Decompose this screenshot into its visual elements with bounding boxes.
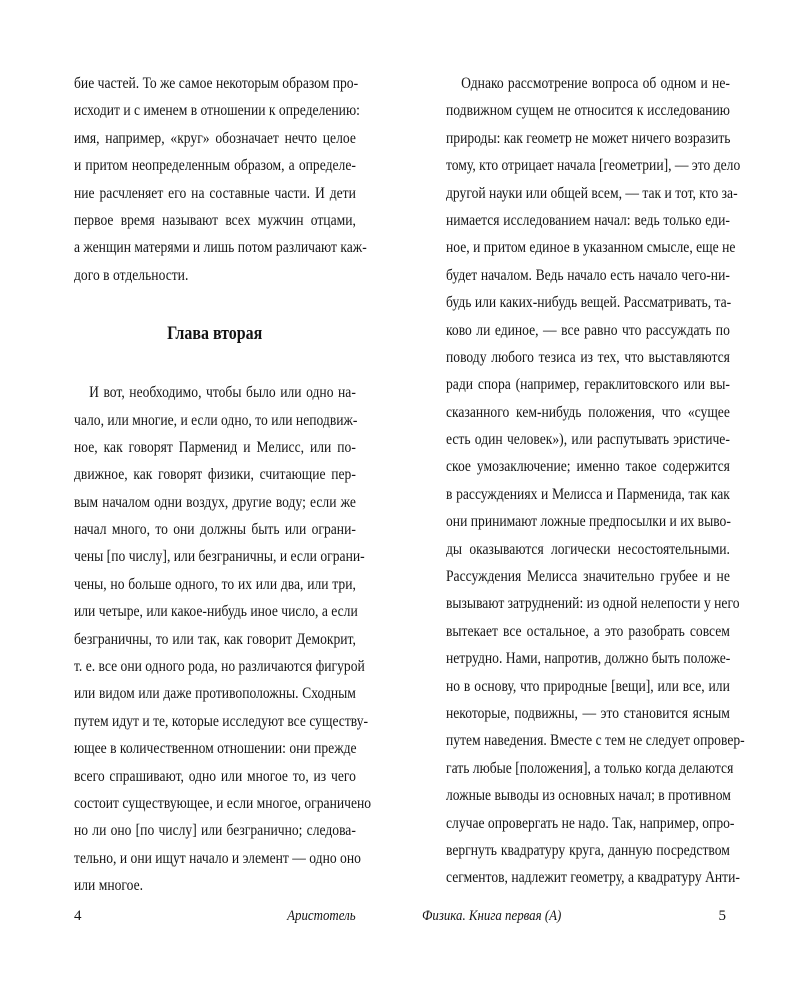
text-line: начал много, то они должны быть или ограни-: [74, 520, 356, 539]
text-line: ское умозаключение; именно такое содержится: [446, 457, 730, 476]
text-line: ное, как говорят Парменид и Мелисс, или по-: [74, 437, 356, 456]
left-paragraph-2: [74, 379, 372, 899]
text-line: и притом неопределенным образом, а определе-: [74, 156, 356, 175]
text-line: чены, но больше одного, то их или два, или три,: [74, 574, 356, 593]
text-line: есть один человек»), или распутывать эристиче-: [446, 430, 730, 449]
text-line: вытекает все остальное, а это разобрать совсем: [446, 621, 730, 640]
text-line: гать любые [положения], а только когда делаются: [446, 758, 734, 777]
left-running-head: Аристотель: [287, 908, 356, 924]
text-line: природы: как геометр не может ничего возразить: [446, 128, 731, 147]
text-line: сегментов, надлежит геометру, а квадратуру Анти-: [446, 868, 740, 887]
text-line: подвижном сущем не относится к исследованию: [446, 101, 730, 120]
text-line: но в основу, что природные [вещи], или все, или: [446, 676, 730, 695]
text-line: ложные выводы из основных начал; в противном: [446, 786, 731, 805]
text-line: поводу любого тезиса из тех, что выставляются: [446, 347, 730, 366]
text-line: ющее в количественном отношении: они прежде: [74, 739, 357, 758]
text-line: безграничны, то или так, как говорит Демокрит,: [74, 629, 356, 648]
text-line: будь или каких-нибудь вещей. Рассматривать, та-: [446, 293, 732, 312]
text-line: некоторые, подвижны, — это становится ясным: [446, 703, 730, 722]
text-line: или видом или даже противоположны. Сходным: [74, 684, 356, 703]
text-line: нимается исследованием начал: ведь только еди-: [446, 210, 730, 229]
text-line: или четыре, или какое-нибудь иное число, а если: [74, 602, 358, 621]
right-text-column: [446, 70, 745, 892]
text-line: движное, как говорят физики, считающие пер-: [74, 465, 356, 484]
text-line: ное, и притом единое в указанном смысле, еще не: [446, 238, 736, 257]
text-line: исходит и с именем в отношении к определению:: [74, 101, 360, 120]
text-line: будет началом. Ведь начало есть начало чего-ни-: [446, 265, 730, 284]
text-line: но ли оно [по числу] или безгранично; следова-: [74, 821, 356, 840]
text-line: всего спрашивают, одно или многое то, из чего: [74, 766, 356, 785]
chapter-title: Глава вторая: [167, 323, 263, 345]
left-text-column: [74, 70, 372, 900]
text-line: чало, или многие, и если одно, то или неподвиж-: [74, 410, 358, 429]
text-line: тельно, и они ищут начало и элемент — одно оно: [74, 848, 361, 867]
text-line: тому, кто отрицает начала [геометрии], — это дело: [446, 156, 741, 175]
text-line: вым началом одни воздух, другие воду; если же: [74, 492, 356, 511]
text-line: другой науки или общей всем, — так и тот, кто за-: [446, 183, 738, 202]
text-line: имя, например, «круг» обозначает нечто целое: [74, 128, 356, 147]
text-line: сказанного кем-нибудь положения, что «сущее: [446, 402, 730, 421]
text-line: Рассуждения Мелисса значительно грубее и не: [446, 567, 730, 586]
text-line: ние расчленяет его на составные части. И дети: [74, 183, 356, 202]
text-line: вызывают затруднений: из одной нелепости у него: [446, 594, 740, 613]
text-line: в рассуждениях и Мелисса и Парменида, так как: [446, 484, 730, 503]
text-line: вергнуть квадратуру круга, данную посредством: [446, 840, 730, 859]
text-line: путем идут и те, которые исследуют все существу-: [74, 711, 369, 730]
text-line: или многое.: [74, 876, 144, 895]
text-line: а женщин матерями и лишь потом различают каж-: [74, 238, 367, 257]
text-line: дого в отдельности.: [74, 265, 189, 284]
text-line: состоит существующее, и если многое, ограничено: [74, 793, 372, 812]
text-line: И вот, необходимо, чтобы было или одно на-: [89, 383, 356, 402]
right-paragraph-1: [446, 70, 745, 892]
left-paragraph-continued: [74, 70, 367, 289]
right-page: [400, 0, 800, 1000]
text-line: ды оказываются логически несостоятельными.: [446, 539, 730, 558]
text-line: первое время называют всех мужчин отцами,: [74, 210, 356, 229]
text-line: ради спора (например, гераклитовского или вы-: [446, 375, 730, 394]
chapter-heading: [74, 289, 356, 379]
text-line: т. е. все они одного рода, но различаются фигурой: [74, 657, 365, 676]
right-running-head: Физика. Книга первая (А): [422, 908, 562, 924]
text-line: чены [по числу], или безграничны, и если ограни-: [74, 547, 365, 566]
left-page-number: 4: [74, 908, 82, 924]
text-line: путем наведения. Вместе с тем не следует опровер-: [446, 731, 745, 750]
text-line: нетрудно. Нами, напротив, должно быть положе-: [446, 649, 731, 668]
text-line: случае опровергать не надо. Так, например, опро-: [446, 813, 735, 832]
text-line: они принимают ложные предпосылки и их выво-: [446, 512, 731, 531]
text-line: бие частей. То же самое некоторым образом про-: [74, 74, 359, 92]
text-line: Однако рассмотрение вопроса об одном и не-: [461, 74, 730, 92]
text-line: ково ли единое, — все равно что рассуждать по: [446, 320, 730, 339]
right-page-number: 5: [718, 908, 726, 924]
